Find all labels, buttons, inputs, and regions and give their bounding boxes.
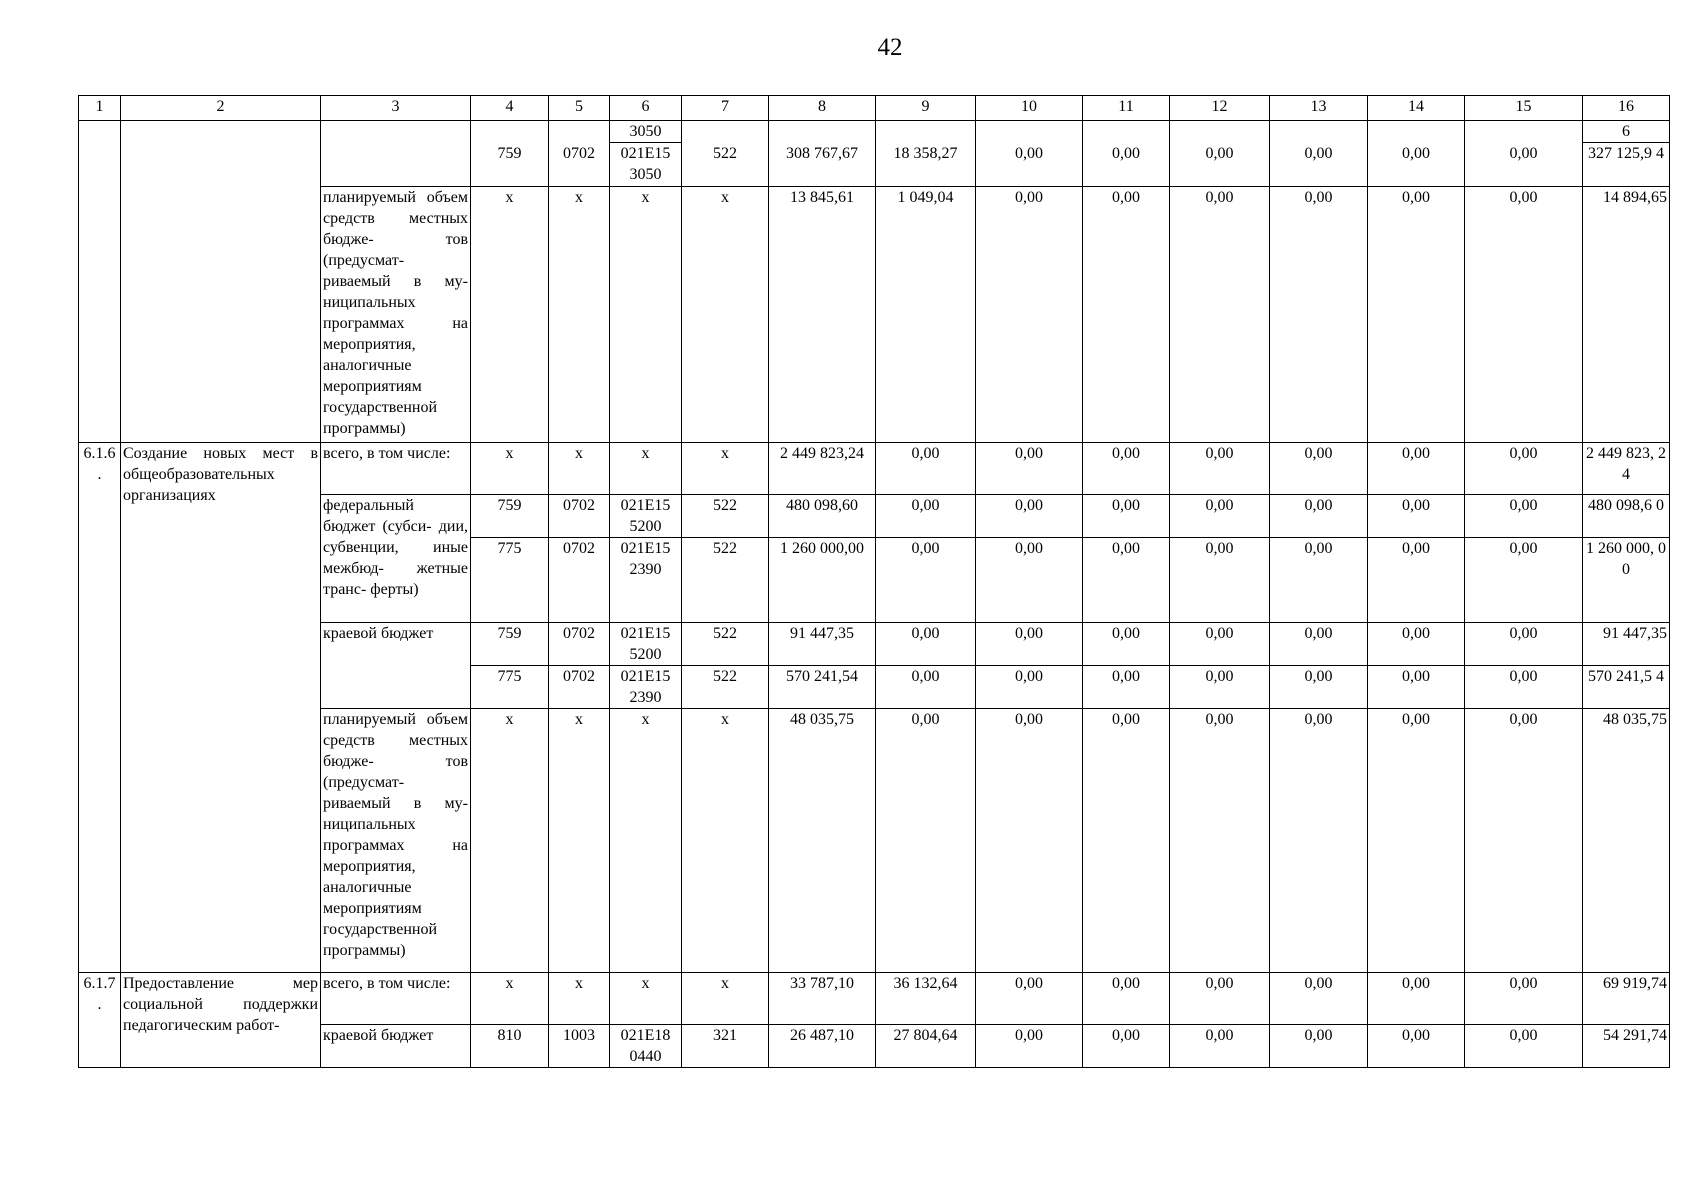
col-header: 12 [1170,96,1270,121]
cell-vr: 522 [682,623,769,666]
cell-source: краевой бюджет [321,623,471,709]
cell-source: планируемый объем средств местных бюдже- тов (предусмат- риваемый в му- ниципальных программах на мероприятия, аналогичные мероприятиям государственной программы) [321,709,471,973]
cell-value [976,121,1083,143]
cell-rzpr: 0702 [549,538,610,623]
cell-value: 0,00 [1465,709,1583,973]
cell-value: 0,00 [1368,709,1465,973]
cell-csr: x [610,443,682,495]
cell-vr: 522 [682,666,769,709]
cell-value [769,121,876,143]
cell-grbs: 759 [471,495,549,538]
cell-value: 0,00 [1170,623,1270,666]
cell-value: 0,00 [1170,709,1270,973]
cell-value: 0,00 [1270,973,1368,1025]
cell-total: 6 [1583,121,1670,143]
cell-value: 0,00 [1465,666,1583,709]
cell-value: 0,00 [1083,143,1170,187]
col-header: 10 [976,96,1083,121]
cell-value: 0,00 [1270,709,1368,973]
cell-value: 0,00 [976,623,1083,666]
cell-grbs: 759 [471,623,549,666]
cell-value: 0,00 [1170,187,1270,443]
cell-value: 0,00 [976,538,1083,623]
cell-value: 0,00 [1465,187,1583,443]
cell-value: 0,00 [1368,495,1465,538]
cell-value [1170,121,1270,143]
cell-value: 0,00 [1270,623,1368,666]
cell-vr: 522 [682,143,769,187]
cell-value: 0,00 [1465,973,1583,1025]
cell-vr: x [682,443,769,495]
cell-value: 0,00 [1465,538,1583,623]
cell-value: 0,00 [976,709,1083,973]
table-row [79,121,1670,143]
cell-value: 0,00 [1170,1025,1270,1068]
cell-value: 33 787,10 [769,973,876,1025]
cell-value: 0,00 [1368,538,1465,623]
cell-value: 36 132,64 [876,973,976,1025]
cell-vr: x [682,709,769,973]
cell-vr: 321 [682,1025,769,1068]
cell-value: 0,00 [1465,495,1583,538]
col-header: 16 [1583,96,1670,121]
cell-value: 0,00 [1083,1025,1170,1068]
cell-grbs: 775 [471,666,549,709]
cell-value: 0,00 [1270,143,1368,187]
cell-total: 327 125,9 4 [1583,143,1670,187]
cell-total: 480 098,6 0 [1583,495,1670,538]
cell-total: 48 035,75 [1583,709,1670,973]
cell-value: 0,00 [1083,443,1170,495]
cell-csr: x [610,709,682,973]
cell-csr: 021E15 5200 [610,623,682,666]
cell-vr [682,121,769,143]
cell-value: 0,00 [1083,187,1170,443]
cell-value: 0,00 [1170,973,1270,1025]
col-header: 15 [1465,96,1583,121]
cell-value: 0,00 [1368,973,1465,1025]
cell-total: 14 894,65 [1583,187,1670,443]
cell-value: 0,00 [976,666,1083,709]
cell-activity: Создание новых мест в общеобразовательных организациях [121,443,321,973]
page-number: 42 [877,34,903,61]
cell-value: 0,00 [1170,538,1270,623]
cell-vr: x [682,187,769,443]
cell-activity [121,121,321,443]
cell-vr: 522 [682,495,769,538]
cell-value [1465,121,1583,143]
cell-value: 0,00 [1170,143,1270,187]
cell-value: 2 449 823,24 [769,443,876,495]
cell-value: 0,00 [876,538,976,623]
cell-value: 0,00 [1270,538,1368,623]
cell-rzpr [549,121,610,143]
cell-grbs: x [471,973,549,1025]
cell-value: 0,00 [1465,443,1583,495]
cell-value: 0,00 [1368,443,1465,495]
col-header: 11 [1083,96,1170,121]
cell-activity: Предоставление мер социальной поддержки педагогическим работ- [121,973,321,1068]
table-row [79,973,1670,1025]
cell-value: 0,00 [876,443,976,495]
cell-value: 0,00 [1170,443,1270,495]
cell-grbs: x [471,443,549,495]
cell-value: 0,00 [976,443,1083,495]
cell-csr: 021E15 3050 [610,143,682,187]
cell-value [1083,121,1170,143]
cell-rzpr: x [549,973,610,1025]
cell-value: 0,00 [1083,538,1170,623]
cell-value: 0,00 [1270,495,1368,538]
cell-csr: x [610,973,682,1025]
cell-value: 0,00 [1170,495,1270,538]
cell-value: 0,00 [876,666,976,709]
cell-grbs: x [471,709,549,973]
cell-value: 0,00 [1368,187,1465,443]
cell-number [79,121,121,443]
cell-value: 0,00 [976,973,1083,1025]
cell-vr: x [682,973,769,1025]
table-row [79,443,1670,495]
cell-vr: 522 [682,538,769,623]
cell-value: 0,00 [1368,623,1465,666]
cell-csr: 3050 [610,121,682,143]
cell-value: 0,00 [876,623,976,666]
cell-value: 0,00 [1270,187,1368,443]
cell-source: федеральный бюджет (субси- дии, субвенции, иные межбюд- жетные транс- ферты) [321,495,471,623]
col-header: 9 [876,96,976,121]
cell-number: 6.1.7 . [79,973,121,1068]
cell-grbs [471,121,549,143]
col-header: 8 [769,96,876,121]
cell-source: всего, в том числе: [321,973,471,1025]
cell-total: 570 241,5 4 [1583,666,1670,709]
cell-value: 26 487,10 [769,1025,876,1068]
cell-csr: 021E15 2390 [610,538,682,623]
cell-grbs: 759 [471,143,549,187]
cell-value: 0,00 [976,143,1083,187]
cell-value: 0,00 [1083,623,1170,666]
cell-rzpr: x [549,443,610,495]
cell-csr: 021E15 2390 [610,666,682,709]
cell-total: 69 919,74 [1583,973,1670,1025]
cell-total: 54 291,74 [1583,1025,1670,1068]
cell-value: 0,00 [1368,1025,1465,1068]
cell-source: планируемый объем средств местных бюдже- тов (предусмат- риваемый в му- ниципальных программах на мероприятия, аналогичные мероприятиям государственной программы) [321,187,471,443]
col-header: 3 [321,96,471,121]
budget-table [78,95,1670,1068]
cell-number: 6.1.6 . [79,443,121,973]
cell-value: 1 260 000,00 [769,538,876,623]
cell-rzpr: 0702 [549,495,610,538]
cell-total: 91 447,35 [1583,623,1670,666]
cell-value: 0,00 [1465,143,1583,187]
cell-value [876,121,976,143]
cell-source: краевой бюджет [321,1025,471,1068]
cell-value: 0,00 [876,709,976,973]
cell-value: 91 447,35 [769,623,876,666]
cell-value: 48 035,75 [769,709,876,973]
col-header: 1 [79,96,121,121]
cell-value: 0,00 [876,495,976,538]
cell-value: 13 845,61 [769,187,876,443]
cell-value: 0,00 [976,495,1083,538]
cell-rzpr: 1003 [549,1025,610,1068]
cell-value: 0,00 [1083,973,1170,1025]
cell-value [1368,121,1465,143]
cell-value: 1 049,04 [876,187,976,443]
cell-value: 0,00 [1083,495,1170,538]
cell-grbs: 810 [471,1025,549,1068]
cell-csr: 021E18 0440 [610,1025,682,1068]
col-header: 7 [682,96,769,121]
header-row [79,96,1670,121]
cell-value: 0,00 [1368,143,1465,187]
col-header: 4 [471,96,549,121]
cell-value: 0,00 [976,187,1083,443]
cell-value: 308 767,67 [769,143,876,187]
cell-rzpr: 0702 [549,143,610,187]
cell-value: 0,00 [1170,666,1270,709]
cell-value: 18 358,27 [876,143,976,187]
cell-rzpr: x [549,709,610,973]
col-header: 2 [121,96,321,121]
cell-rzpr: 0702 [549,666,610,709]
cell-value: 480 098,60 [769,495,876,538]
cell-value: 0,00 [976,1025,1083,1068]
cell-total: 2 449 823, 24 [1583,443,1670,495]
cell-value: 0,00 [1270,1025,1368,1068]
cell-value: 0,00 [1270,443,1368,495]
cell-value: 0,00 [1465,623,1583,666]
cell-grbs: 775 [471,538,549,623]
cell-source: всего, в том числе: [321,443,471,495]
cell-value: 0,00 [1270,666,1368,709]
cell-value: 0,00 [1465,1025,1583,1068]
cell-rzpr: 0702 [549,623,610,666]
col-header: 5 [549,96,610,121]
cell-value [1270,121,1368,143]
cell-source [321,121,471,187]
cell-value: 570 241,54 [769,666,876,709]
cell-value: 0,00 [1368,666,1465,709]
cell-grbs: x [471,187,549,443]
cell-csr: x [610,187,682,443]
col-header: 14 [1368,96,1465,121]
cell-total: 1 260 000, 00 [1583,538,1670,623]
cell-value: 0,00 [1083,666,1170,709]
cell-csr: 021E15 5200 [610,495,682,538]
cell-rzpr: x [549,187,610,443]
cell-value: 27 804,64 [876,1025,976,1068]
col-header: 13 [1270,96,1368,121]
cell-value: 0,00 [1083,709,1170,973]
col-header: 6 [610,96,682,121]
